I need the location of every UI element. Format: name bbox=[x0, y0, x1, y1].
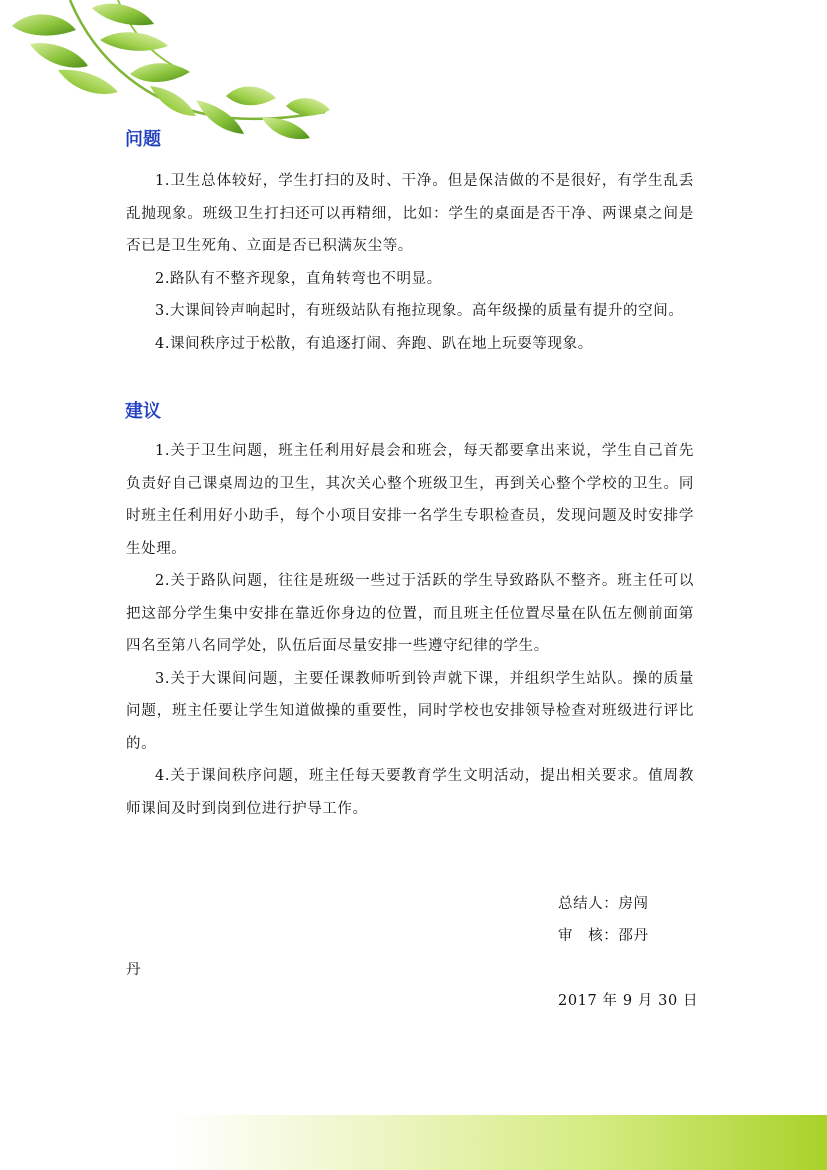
suggestion-item-4: 4.关于课间秩序问题，班主任每天要教育学生文明活动，提出相关要求。值周教师课间及时到岗到位进行护导工作。 bbox=[126, 768, 694, 817]
heading-suggestions: 建议 bbox=[125, 401, 161, 422]
problem-item-3: 3.大课间铃声响起时，有班级站队有拖拉现象。高年级操的质量有提升的空间。 bbox=[155, 303, 684, 319]
suggestion-item-1: 1.关于卫生问题，班主任利用好晨会和班会，每天都要拿出来说，学生自己首先负责好自己课桌周边的卫生，其次关心整个班级卫生，再到关心整个学校的卫生。同时班主任利用好小助手，每个小项目安排一名学生专职检查员，发现问题及时安排学生处理。 bbox=[126, 443, 694, 557]
problem-item-4: 4.课间秩序过于松散，有追逐打闹、奔跑、趴在地上玩耍等现象。 bbox=[155, 335, 593, 352]
problems-list bbox=[126, 165, 694, 360]
leaf bbox=[92, 4, 154, 26]
leaf bbox=[30, 43, 88, 67]
heading-problems: 问题 bbox=[125, 129, 161, 150]
signature-date: 2017 年 9 月 30 日 bbox=[558, 993, 699, 1009]
leaf bbox=[12, 14, 76, 35]
problem-item-1: 1.卫生总体较好，学生打扫的及时、干净。但是保洁做的不是很好，有学生乱丢乱抛现象。班级卫生打扫还可以再精细，比如：学生的桌面是否干净、两课桌之间是否已是卫生死角、立面是否已积满灰尘等。 bbox=[126, 173, 694, 254]
leafy-branch-decoration bbox=[0, 0, 340, 150]
problem-item-2: 2.路队有不整齐现象，直角转弯也不明显。 bbox=[155, 270, 442, 287]
signature-reviewer-tail: 丹 bbox=[126, 962, 142, 978]
signature-reviewer: 审 核：邵丹 bbox=[558, 928, 649, 944]
leaf bbox=[226, 86, 276, 105]
leaf bbox=[196, 100, 244, 134]
suggestions-list bbox=[126, 435, 694, 825]
green-gradient-bar bbox=[170, 1115, 827, 1170]
leaf bbox=[150, 86, 196, 116]
suggestion-item-3: 3.关于大课间问题，主要任课教师听到铃声就下课，并组织学生站队。操的质量问题，班主任要让学生知道做操的重要性，同时学校也安排领导检查对班级进行评比的。 bbox=[126, 670, 694, 752]
signature-author: 总结人：房闯 bbox=[558, 896, 649, 912]
leaf bbox=[130, 63, 190, 82]
leaf bbox=[100, 32, 168, 51]
suggestion-item-2: 2.关于路队问题，往往是班级一些过于活跃的学生导致路队不整齐。班主任可以把这部分学生集中安排在靠近你身边的位置，而且班主任位置尽量在队伍左侧前面第四名至第八名同学处，队伍后面尽量安排一些遵守纪律的学生。 bbox=[126, 573, 694, 654]
leaf bbox=[262, 118, 310, 139]
leaf bbox=[58, 70, 118, 94]
